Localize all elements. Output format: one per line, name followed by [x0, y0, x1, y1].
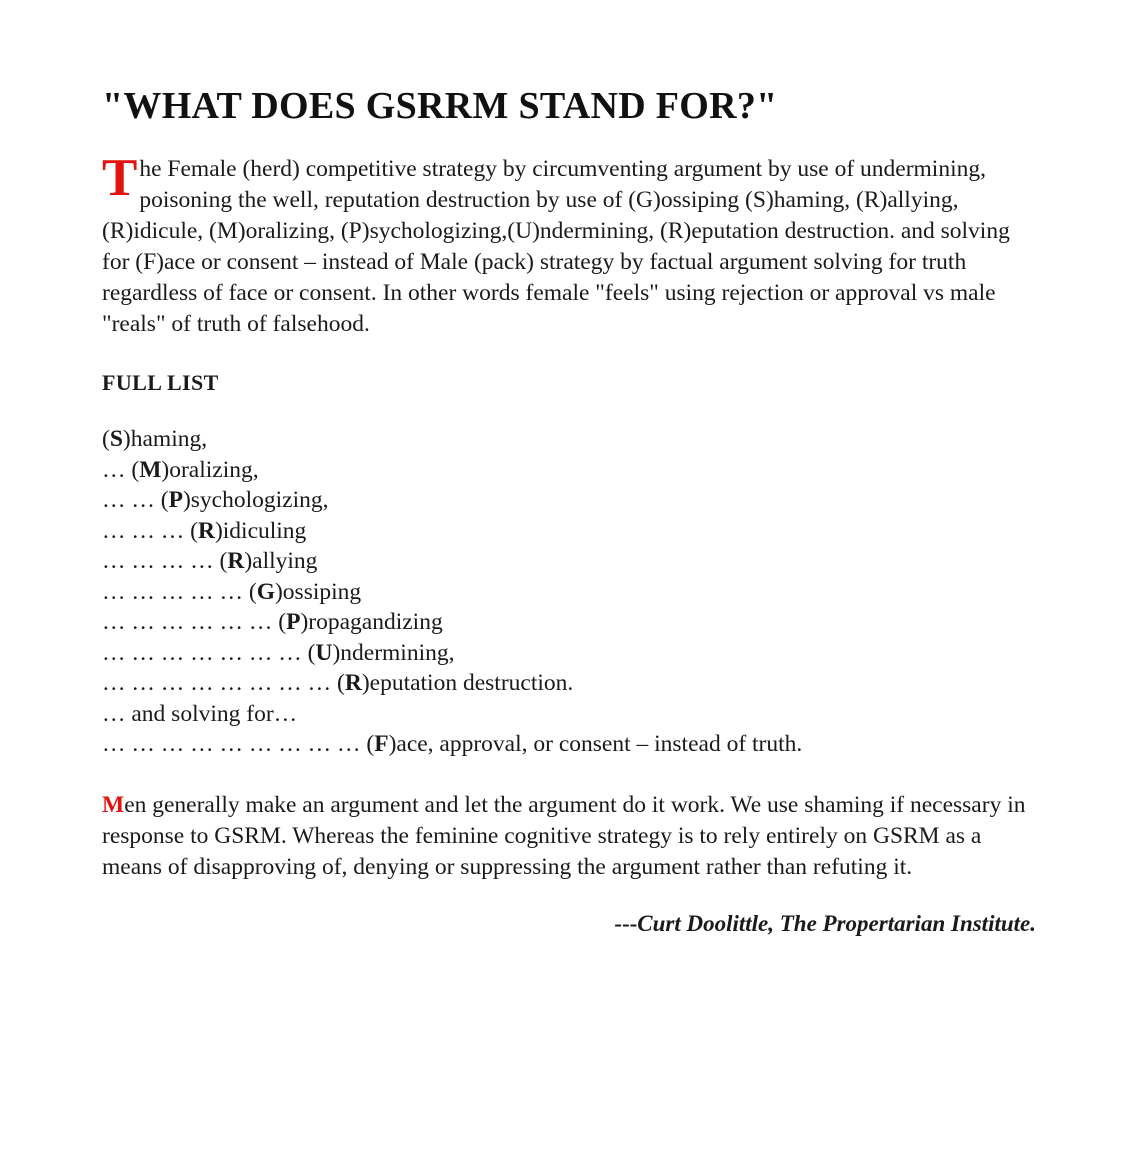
- list-item-letter: M: [139, 456, 162, 483]
- list-item-letter: G: [256, 578, 275, 605]
- attribution-dashes: ---: [614, 910, 638, 936]
- list-item: … … … … … … … … … (F)ace, approval, or consent – instead of truth.: [102, 731, 803, 757]
- list-item-prefix: … … … … … … …: [102, 639, 308, 666]
- list-item: … … … … … … … … (R)eputation destruction.: [102, 670, 574, 696]
- list-item-solving-for: [102, 699, 1038, 730]
- list-item: … … … … … (G)ossiping: [102, 578, 362, 605]
- intro-paragraph: [102, 149, 1037, 340]
- drop-cap: T: [102, 149, 138, 207]
- list-item-prefix: … … …: [102, 517, 191, 544]
- attribution-text: Curt Doolittle, The Propertarian Institute.: [637, 910, 1036, 936]
- list-item-prefix: … … … …: [102, 548, 220, 574]
- list-item-rest: )haming,: [122, 426, 208, 452]
- list-item-rest: )allying: [244, 548, 318, 574]
- list-item: (S)haming,: [102, 426, 208, 452]
- closing-drop-cap: M: [102, 791, 125, 818]
- list-item-prefix: … … … … … … … …: [102, 670, 337, 696]
- list-item-prefix: … …: [102, 487, 161, 513]
- intro-text: he Female (herd) competitive strategy by circumventing argument by use of undermining, poisoning the well, reputation destruction by use of (G)ossiping (S)haming, (R)allying, (R)idicule, (M)oralizing, (P)sychologizing,(U)ndermining, (R)eputation destruction. and solving for (F)ace or consent – instead of Male (pack) strategy by factual argument solving for truth regardless of face or consent. In other words female "feels" using rejection or approval vs male "reals" of truth of falsehood.: [102, 156, 1010, 337]
- list-item-letter: P: [286, 609, 301, 635]
- list-item-letter: R: [344, 670, 362, 696]
- list-item-rest: )ace, approval, or consent – instead of truth.: [388, 731, 803, 757]
- list-item-letter: S: [109, 426, 123, 452]
- list-item: … … … … … … … (U)ndermining,: [102, 639, 455, 666]
- list-item-rest: )ropagandizing: [300, 609, 443, 635]
- list-item: … … … … … … (P)ropagandizing: [102, 609, 443, 635]
- list-item-letter: R: [227, 548, 245, 574]
- list-item-rest: )ndermining,: [332, 639, 455, 666]
- list-item-prefix: …: [102, 456, 132, 483]
- list-item-prefix: … … … … … …: [102, 609, 279, 635]
- attribution: [102, 911, 1038, 937]
- list-item-rest: )ossiping: [274, 578, 362, 605]
- full-list: [102, 424, 1038, 760]
- page-title: "WHAT DOES GSRRM STAND FOR?": [102, 85, 778, 127]
- section-heading-full-list: FULL LIST: [102, 370, 219, 395]
- closing-text: en generally make an argument and let the argument do it work. We use shaming if necessary in response to GSRM. Whereas the feminine cognitive strategy is to rely entirely on GSRM as a means of disapproving of, denying or suppressing the argument rather than refuting it.: [102, 791, 1026, 880]
- list-item-rest: )eputation destruction.: [361, 670, 574, 696]
- list-item: … … (P)sychologizing,: [102, 487, 329, 513]
- closing-paragraph: [102, 790, 1038, 883]
- list-item-letter: R: [197, 517, 215, 544]
- list-item: … … … … (R)allying: [102, 548, 318, 574]
- list-item-letter: P: [168, 487, 183, 513]
- list-item-rest: )idiculing: [214, 517, 307, 544]
- list-item-prefix: … and solving for…: [102, 700, 298, 727]
- list-item-prefix: … … … … … … … … …: [102, 731, 367, 757]
- list-item: … … … (R)idiculing: [102, 517, 307, 544]
- list-item-rest: )oralizing,: [161, 456, 259, 483]
- list-item-letter: U: [315, 639, 333, 666]
- list-item-prefix: … … … … …: [102, 578, 249, 605]
- list-item-rest: )sychologizing,: [182, 487, 329, 513]
- list-item-letter: F: [374, 731, 389, 757]
- list-item: … (M)oralizing,: [102, 456, 259, 483]
